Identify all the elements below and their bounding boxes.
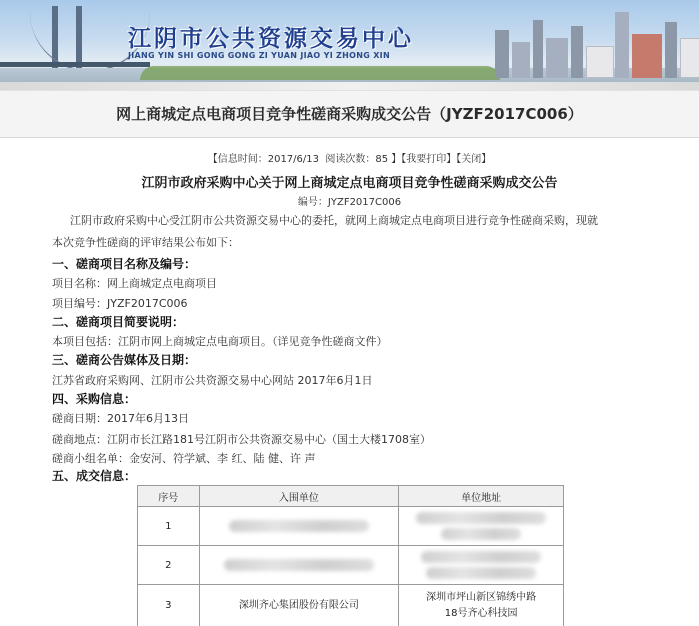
media-and-date: 江苏省政府采购网、江阴市公共资源交易中心网站 2017年6月1日 [52, 374, 373, 387]
header-banner [0, 0, 699, 90]
building [495, 30, 509, 78]
redacted-text [416, 512, 546, 524]
column-header: 单位地址 [399, 486, 564, 507]
project-code: 项目编号：JYZF2017C006 [52, 297, 188, 310]
section-5-heading: 五、成交信息： [52, 469, 137, 483]
redacted-text [426, 567, 536, 579]
site-pinyin: JIANG YIN SHI GONG GONG ZI YUAN JIAO YI ZHONG XIN [128, 51, 390, 60]
building [680, 38, 699, 78]
company-cell-redacted [199, 546, 399, 585]
row-number: 1 [138, 507, 200, 546]
project-name: 项目名称：网上商城定点电商项目 [52, 277, 217, 290]
site-title: 江阴市公共资源交易中心 [128, 26, 414, 52]
negotiation-date: 磋商日期：2017年6月13日 [52, 412, 189, 425]
row-number: 3 [138, 585, 200, 626]
redacted-text [229, 520, 369, 532]
company-address [399, 585, 564, 626]
doc-number: 编号：JYZF2017C006 [297, 197, 402, 208]
section-2-heading: 二、磋商项目简要说明： [52, 315, 185, 329]
table-row [138, 585, 564, 626]
intro-line-2: 本次竞争性磋商的评审结果公布如下： [52, 236, 239, 249]
close-link[interactable]: 【关闭】 [456, 154, 492, 165]
building [586, 46, 614, 78]
negotiation-place: 磋商地点：江阴市长江路181号江阴市公共资源交易中心（国土大楼1708室） [52, 433, 431, 446]
table-header-row [138, 486, 564, 507]
building [615, 12, 629, 78]
panel-members: 磋商小组名单：金安河、符学斌、李 红、陆 健、许 声 [52, 452, 316, 465]
project-description: 本项目包括：江阴市网上商城定点电商项目。（详见竞争性磋商文件） [52, 335, 388, 348]
row-number: 2 [138, 546, 200, 585]
column-header: 入围单位 [199, 486, 399, 507]
intro-line-1: 江阴市政府采购中心受江阴市公共资源交易中心的委托，就网上商城定点电商项目进行竞争性磋商采购，现就 [70, 214, 598, 227]
company-cell-redacted [199, 507, 399, 546]
address-line: 深圳市坪山新区锦绣中路 [426, 592, 537, 603]
bridge-deck [0, 62, 150, 67]
info-line [0, 150, 699, 165]
notice-subtitle: 江阴市政府采购中心关于网上商城定点电商项目竞争性磋商采购成交公告 [141, 176, 558, 191]
result-table [137, 485, 564, 626]
redacted-text [421, 551, 541, 563]
building [546, 38, 568, 78]
close-bracket: 】 [391, 154, 402, 165]
print-link[interactable]: 【我要打印】 [401, 154, 457, 165]
company-name: 深圳齐心集团股份有限公司 [199, 585, 399, 626]
redacted-text [441, 528, 521, 540]
address-line: 18号齐心科技园 [444, 608, 518, 619]
section-1-heading: 一、磋商项目名称及编号： [52, 257, 197, 271]
building [571, 26, 583, 78]
building [632, 34, 662, 78]
time-label: 【信息时间： [207, 154, 268, 165]
views-label: 阅读次数： [325, 154, 376, 165]
address-cell-redacted [399, 546, 564, 585]
table-row [138, 507, 564, 546]
column-header: 序号 [138, 486, 200, 507]
address-cell-redacted [399, 507, 564, 546]
page-title: 网上商城定点电商项目竞争性磋商采购成交公告（JYZF2017C006） [116, 105, 583, 123]
section-4-heading: 四、采购信息： [52, 392, 137, 406]
banner-band [0, 82, 699, 90]
table-row [138, 546, 564, 585]
building [533, 20, 543, 78]
building [665, 22, 677, 78]
section-3-heading: 三、磋商公告媒体及日期： [52, 353, 197, 367]
redacted-text [224, 559, 374, 571]
greenery [140, 66, 500, 80]
title-bar [0, 90, 699, 138]
time-value: 2017/6/13 [267, 154, 319, 165]
building [512, 42, 530, 78]
views-value: 85 [375, 154, 389, 165]
